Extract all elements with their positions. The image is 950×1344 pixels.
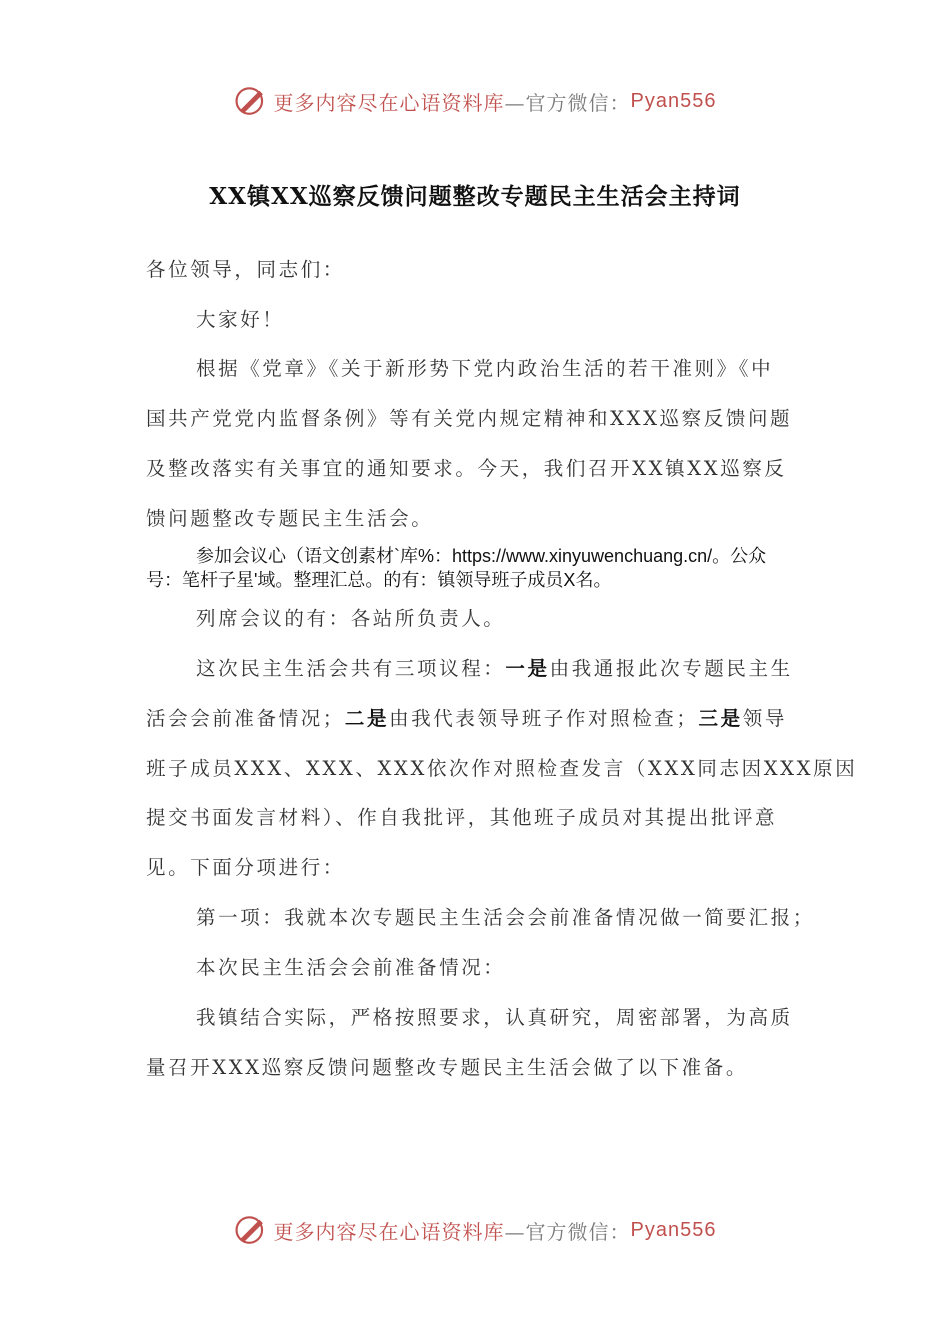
agenda-second: 二是 [344, 707, 390, 730]
footer-banner [0, 1213, 950, 1247]
agenda-text: 由我通报此次专题民主生 [549, 657, 793, 680]
banner-grey-text: —官方微信： [504, 90, 631, 115]
agenda-line: 见。下面分项进行： [146, 856, 345, 879]
basis-line: 国共产党党内监督条例》等有关党内规定精神和XXX巡察反馈问题 [146, 407, 793, 430]
salutation: 各位领导，同志们： [146, 258, 345, 281]
attendees-line: 参加会议心（语文创素材`库%：https://www.xinyuwenchuang.cn/。公众 [196, 546, 767, 566]
prep-heading: 本次民主生活会会前准备情况： [196, 956, 506, 979]
greeting: 大家好！ [196, 308, 285, 331]
basis-line: 根据《党章》《关于新形势下党内政治生活的若干准则》《中 [196, 357, 774, 380]
attendees-line: 号：笔杆子星'域。整理汇总。的有：镇领导班子成员X名。 [146, 570, 612, 590]
agenda-line: 班子成员XXX、XXX、XXX依次作对照检查发言（XXX同志因XXX原因 [146, 757, 858, 780]
pen-nib-logo-icon [234, 1213, 268, 1247]
agenda-first: 一是 [505, 657, 550, 680]
agenda-line: 提交书面发言材料）、作自我批评，其他班子成员对其提出批评意 [146, 806, 778, 829]
banner-grey-text: —官方微信： [504, 1219, 631, 1244]
agenda-third: 三是 [698, 707, 743, 730]
agenda-text: 活会会前准备情况； [146, 707, 345, 730]
prep-detail-line: 我镇结合实际，严格按照要求，认真研究，周密部署，为高质 [196, 1006, 793, 1029]
agenda-text: 由我代表领导班子作对照检查； [389, 707, 699, 730]
agenda-text: 领导 [742, 707, 787, 730]
document-title: XX镇XX巡察反馈问题整改专题民主生活会主持词 [209, 183, 741, 210]
agenda-line [146, 694, 816, 744]
prep-detail-line: 量召开XXX巡察反馈问题整改专题民主生活会做了以下准备。 [146, 1056, 748, 1079]
pen-nib-logo-icon [234, 84, 268, 118]
banner-wechat-id: Pyan556 [630, 89, 717, 112]
banner-wechat-id: Pyan556 [630, 1218, 717, 1241]
basis-line: 馈问题整改专题民主生活会。 [146, 507, 434, 530]
agenda-line [196, 644, 866, 694]
header-banner [0, 84, 950, 118]
banner-red-text: 更多内容尽在心语资料库 [273, 1219, 505, 1244]
present-line: 列席会议的有：各站所负责人。 [196, 607, 506, 630]
basis-line: 及整改落实有关事宜的通知要求。今天，我们召开XX镇XX巡察反 [146, 457, 787, 480]
agenda-text: 这次民主生活会共有三项议程： [196, 657, 506, 680]
item-one-line: 第一项：我就本次专题民主生活会会前准备情况做一简要汇报； [196, 906, 815, 929]
banner-red-text: 更多内容尽在心语资料库 [273, 90, 505, 115]
